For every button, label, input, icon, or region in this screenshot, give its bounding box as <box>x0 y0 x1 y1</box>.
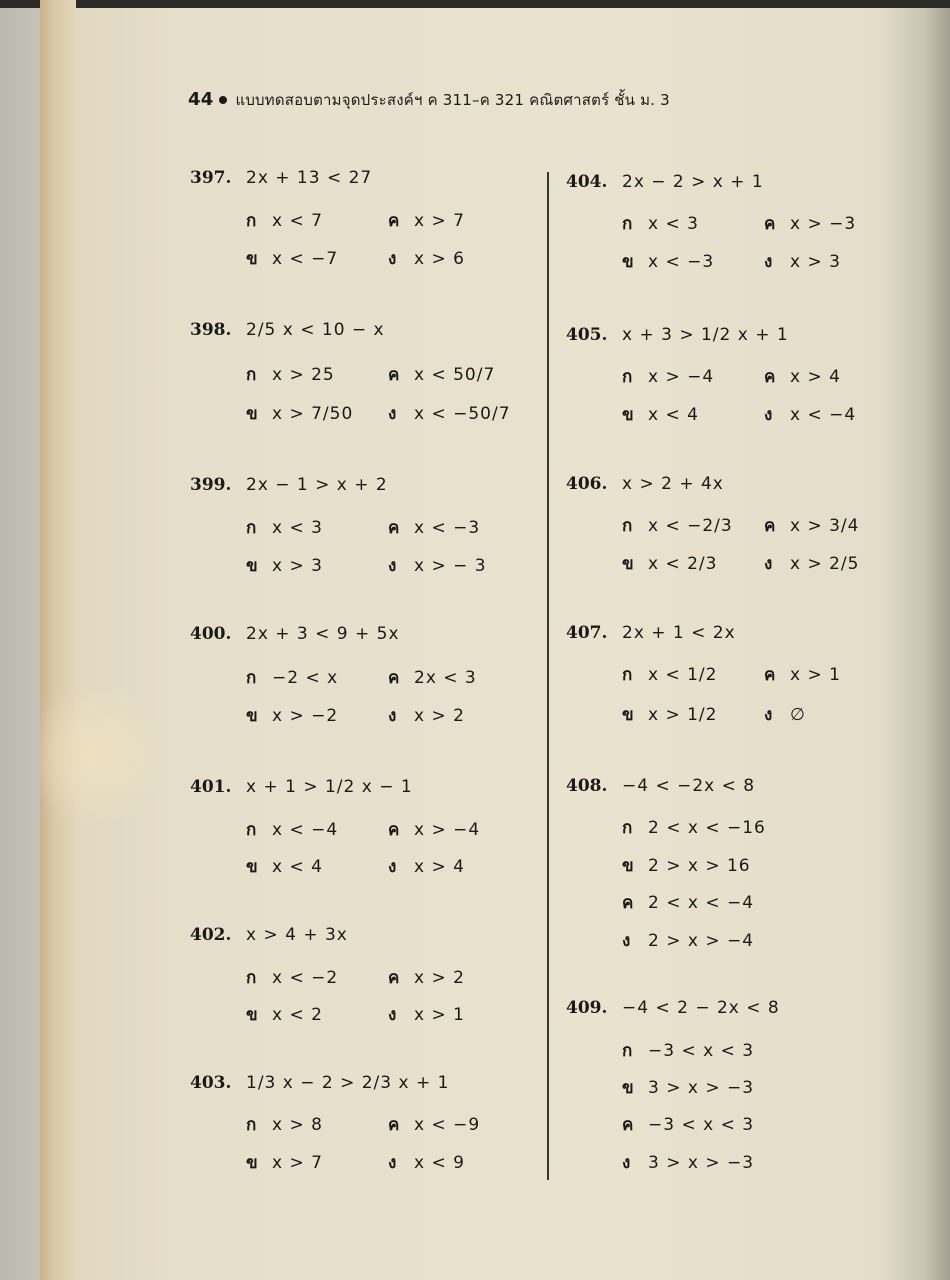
option-letter: ค <box>764 516 776 536</box>
question-number: 407. <box>566 623 608 643</box>
option-value: x > 2/5 <box>790 554 860 574</box>
option-letter: ก <box>246 820 257 840</box>
option-c <box>388 514 480 541</box>
option-value: 2x < 3 <box>414 668 477 688</box>
option-c <box>622 889 754 916</box>
option-letter: ค <box>622 1115 634 1135</box>
question-number: 401. <box>190 777 232 797</box>
question-text: 2x + 1 < 2x <box>622 623 736 643</box>
option-letter: ก <box>622 367 633 387</box>
question-text: x + 1 > 1/2 x − 1 <box>246 777 413 797</box>
option-letter: ข <box>246 556 258 576</box>
option-value: x < −4 <box>272 820 339 840</box>
option-value: x < 3 <box>272 518 323 538</box>
option-c <box>764 363 841 390</box>
option-letter: ก <box>246 968 257 988</box>
option-d <box>388 853 465 880</box>
option-value: x > 3/4 <box>790 516 860 536</box>
question-number: 399. <box>190 475 232 495</box>
option-value: x > 8 <box>272 1115 323 1135</box>
option-letter: ข <box>246 404 258 424</box>
option-a <box>622 1037 754 1064</box>
bullet-dot-icon <box>219 96 227 104</box>
question-number: 409. <box>566 998 608 1018</box>
option-letter: ข <box>246 1153 258 1173</box>
option-d <box>622 927 754 954</box>
option-value: x < 7 <box>272 211 323 231</box>
option-letter: ค <box>388 518 400 538</box>
option-value: x > 3 <box>790 252 841 272</box>
option-letter: ค <box>388 968 400 988</box>
option-letter: ก <box>246 668 257 688</box>
question-text: 2/5 x < 10 − x <box>246 320 385 340</box>
option-a <box>622 512 733 539</box>
option-letter: ก <box>246 365 257 385</box>
question-text: 2x − 1 > x + 2 <box>246 475 388 495</box>
question-line <box>190 1073 449 1093</box>
option-d <box>622 1149 754 1176</box>
option-value: x > 1/2 <box>648 705 718 725</box>
option-value: x < 9 <box>414 1153 465 1173</box>
option-d <box>388 552 487 579</box>
option-d <box>388 400 511 427</box>
option-value: −3 < x < 3 <box>648 1115 755 1135</box>
option-value: x > 2 <box>414 706 465 726</box>
light-glare <box>40 690 170 820</box>
option-value: x < 4 <box>272 857 323 877</box>
option-b <box>622 701 717 728</box>
option-c <box>388 1111 480 1138</box>
question-number: 402. <box>190 925 232 945</box>
question-line <box>566 325 789 345</box>
question-line <box>566 172 764 192</box>
option-b <box>246 552 323 579</box>
option-value: x < −4 <box>790 405 857 425</box>
question-text: −4 < 2 − 2x < 8 <box>622 998 780 1018</box>
option-value: x < −2/3 <box>648 516 733 536</box>
option-value: x < 2 <box>272 1005 323 1025</box>
option-value: x > − 3 <box>414 556 487 576</box>
question-number: 398. <box>190 320 232 340</box>
option-letter: ง <box>388 249 397 269</box>
question-text: x > 2 + 4x <box>622 474 724 494</box>
option-letter: ค <box>622 893 634 913</box>
option-letter: ค <box>764 665 776 685</box>
option-letter: ง <box>388 1005 397 1025</box>
page-edge <box>40 0 76 1280</box>
question-number: 406. <box>566 474 608 494</box>
option-letter: ง <box>764 252 773 272</box>
question-line <box>566 623 736 643</box>
option-letter: ง <box>764 554 773 574</box>
option-value: x < 1/2 <box>648 665 718 685</box>
option-letter: ก <box>246 211 257 231</box>
option-value: x > 1 <box>414 1005 465 1025</box>
option-letter: ข <box>622 705 634 725</box>
question-number: 403. <box>190 1073 232 1093</box>
question-text: 2x + 13 < 27 <box>246 168 373 188</box>
option-c <box>388 361 495 388</box>
question-line <box>566 998 780 1018</box>
option-value: x < 2/3 <box>648 554 718 574</box>
option-letter: ง <box>622 931 631 951</box>
option-value: x < −50/7 <box>414 404 511 424</box>
option-b <box>246 400 353 427</box>
option-letter: ค <box>388 211 400 231</box>
option-value: x > 7 <box>272 1153 323 1173</box>
option-letter: ข <box>622 252 634 272</box>
option-value: x > 7/50 <box>272 404 354 424</box>
question-line <box>190 777 413 797</box>
option-value: x < −3 <box>414 518 481 538</box>
question-line <box>190 925 348 945</box>
option-b <box>246 1149 323 1176</box>
option-letter: ข <box>622 405 634 425</box>
question-number: 404. <box>566 172 608 192</box>
question-text: 2x + 3 < 9 + 5x <box>246 624 400 644</box>
option-b <box>246 245 338 272</box>
option-value: x > −2 <box>272 706 339 726</box>
option-letter: ก <box>622 1041 633 1061</box>
option-value: x > 25 <box>272 365 335 385</box>
option-a <box>622 363 714 390</box>
option-c <box>764 512 859 539</box>
option-a <box>246 207 323 234</box>
option-a <box>246 816 338 843</box>
option-b <box>622 852 751 879</box>
option-d <box>764 550 859 577</box>
option-a <box>622 814 766 841</box>
option-letter: ค <box>388 820 400 840</box>
option-value: x > 3 <box>272 556 323 576</box>
option-value: x > −4 <box>414 820 481 840</box>
option-c <box>388 816 480 843</box>
option-value: x < −7 <box>272 249 339 269</box>
option-letter: ง <box>622 1153 631 1173</box>
option-value: x > 4 <box>790 367 841 387</box>
option-letter: ง <box>388 857 397 877</box>
option-value: 2 < x < −16 <box>648 818 766 838</box>
question-text: 1/3 x − 2 > 2/3 x + 1 <box>246 1073 450 1093</box>
question-line <box>566 776 755 796</box>
option-letter: ก <box>622 818 633 838</box>
option-letter: ง <box>388 404 397 424</box>
option-b <box>246 1001 323 1028</box>
option-value: x > 1 <box>790 665 841 685</box>
option-letter: ข <box>246 249 258 269</box>
option-value: x > −3 <box>790 214 857 234</box>
question-text: −4 < −2x < 8 <box>622 776 756 796</box>
option-value: 2 > x > −4 <box>648 931 755 951</box>
option-a <box>622 661 717 688</box>
option-a <box>246 1111 323 1138</box>
question-line <box>566 474 724 494</box>
option-letter: ก <box>246 518 257 538</box>
option-c <box>622 1111 754 1138</box>
page-header <box>188 88 670 112</box>
option-c <box>764 210 856 237</box>
column-divider <box>547 172 549 1180</box>
option-d <box>388 245 465 272</box>
question-text: 2x − 2 > x + 1 <box>622 172 764 192</box>
option-letter: ข <box>622 1078 634 1098</box>
option-value: ∅ <box>790 705 806 725</box>
option-letter: ค <box>764 367 776 387</box>
question-number: 408. <box>566 776 608 796</box>
option-value: x < 4 <box>648 405 699 425</box>
option-letter: ค <box>388 365 400 385</box>
option-a <box>246 361 335 388</box>
option-letter: ง <box>764 405 773 425</box>
option-d <box>388 702 465 729</box>
option-value: 2 < x < −4 <box>648 893 755 913</box>
option-letter: ก <box>246 1115 257 1135</box>
option-letter: ง <box>388 706 397 726</box>
option-b <box>622 248 714 275</box>
option-value: x < −3 <box>648 252 715 272</box>
question-number: 405. <box>566 325 608 345</box>
question-number: 400. <box>190 624 232 644</box>
option-value: x < 3 <box>648 214 699 234</box>
option-d <box>764 248 841 275</box>
option-d <box>388 1001 465 1028</box>
option-value: x > 7 <box>414 211 465 231</box>
option-letter: ค <box>388 668 400 688</box>
option-value: 2 > x > 16 <box>648 856 751 876</box>
question-line <box>190 320 385 340</box>
option-value: 3 > x > −3 <box>648 1153 755 1173</box>
option-letter: ก <box>622 665 633 685</box>
option-d <box>764 701 806 728</box>
option-c <box>764 661 841 688</box>
option-letter: ง <box>388 1153 397 1173</box>
option-letter: ข <box>622 856 634 876</box>
option-value: x > 2 <box>414 968 465 988</box>
option-letter: ง <box>388 556 397 576</box>
option-letter: ค <box>388 1115 400 1135</box>
option-b <box>622 401 699 428</box>
question-text: x + 3 > 1/2 x + 1 <box>622 325 789 345</box>
option-a <box>622 210 699 237</box>
option-value: 3 > x > −3 <box>648 1078 755 1098</box>
question-line <box>190 475 388 495</box>
question-line <box>190 624 400 644</box>
option-a <box>246 964 338 991</box>
option-letter: ง <box>764 705 773 725</box>
option-letter: ข <box>246 1005 258 1025</box>
option-value: x > 4 <box>414 857 465 877</box>
option-value: −3 < x < 3 <box>648 1041 755 1061</box>
option-d <box>388 1149 465 1176</box>
option-letter: ข <box>246 857 258 877</box>
option-value: x < −9 <box>414 1115 481 1135</box>
header-title: แบบทดสอบตามจุดประสงค์ฯ ค 311–ค 321 คณิตศาสตร์ ชั้น ม. 3 <box>235 91 670 109</box>
question-line <box>190 168 372 188</box>
page-number: 44 <box>188 89 214 110</box>
option-a <box>246 664 338 691</box>
option-c <box>388 207 465 234</box>
option-c <box>388 964 465 991</box>
option-value: x > 6 <box>414 249 465 269</box>
option-c <box>388 664 477 691</box>
option-value: x > −4 <box>648 367 715 387</box>
option-letter: ก <box>622 214 633 234</box>
option-b <box>622 1074 754 1101</box>
option-value: x < 50/7 <box>414 365 496 385</box>
option-letter: ข <box>622 554 634 574</box>
option-letter: ค <box>764 214 776 234</box>
option-value: −2 < x <box>272 668 339 688</box>
option-letter: ข <box>246 706 258 726</box>
option-a <box>246 514 323 541</box>
option-b <box>246 853 323 880</box>
question-text: x > 4 + 3x <box>246 925 348 945</box>
option-b <box>622 550 717 577</box>
option-letter: ก <box>622 516 633 536</box>
option-b <box>246 702 338 729</box>
option-d <box>764 401 856 428</box>
question-number: 397. <box>190 168 232 188</box>
option-value: x < −2 <box>272 968 339 988</box>
